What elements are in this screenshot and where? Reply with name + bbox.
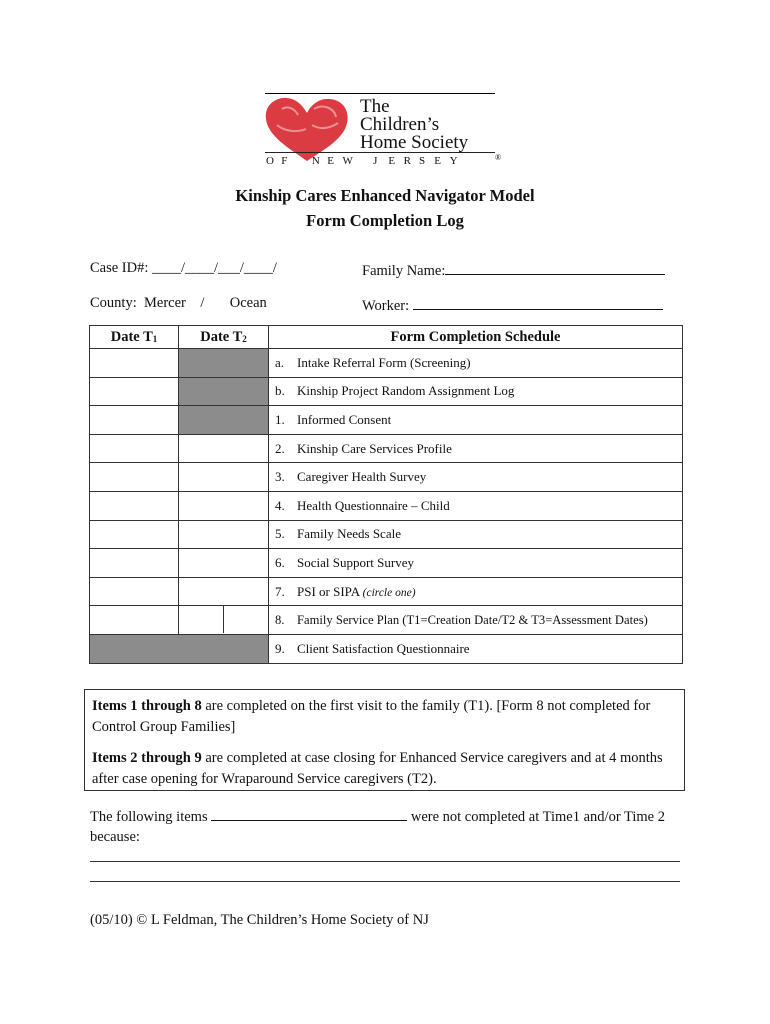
table-row <box>90 463 683 492</box>
col-date-t1: Date $T_1$ <box>90 326 179 349</box>
schedule-item: 7. PSI or SIPA (circle one) <box>269 577 683 606</box>
reason-line-2[interactable] <box>90 881 680 882</box>
date-t2-cell[interactable] <box>179 491 269 520</box>
table-row <box>90 349 683 378</box>
schedule-item: 8. Family Service Plan (T1=Creation Date/T2 & T3=Assessment Dates) <box>269 606 683 635</box>
table-row <box>90 520 683 549</box>
date-t1-cell[interactable] <box>90 434 179 463</box>
logo-top-rule <box>265 93 495 94</box>
date-t2-cell-disabled <box>179 377 269 406</box>
table-row <box>90 549 683 578</box>
date-t1-cell[interactable] <box>90 377 179 406</box>
table-row <box>90 606 683 635</box>
circle-one-note: (circle one) <box>362 586 416 599</box>
logo-line-3: Home Society <box>360 132 469 153</box>
date-t2-cell[interactable] <box>179 434 269 463</box>
date-t1-cell[interactable] <box>90 520 179 549</box>
table-header-row <box>90 326 683 349</box>
schedule-item: 9. Client Satisfaction Questionnaire <box>269 634 683 663</box>
col-schedule: Form Completion Schedule <box>269 326 683 349</box>
page-subtitle: Form Completion Log <box>306 211 464 230</box>
reason-line-1[interactable] <box>90 861 680 862</box>
schedule-item: 6. Social Support Survey <box>269 549 683 578</box>
date-t1-cell[interactable] <box>90 577 179 606</box>
date-t1-cell[interactable] <box>90 349 179 378</box>
date-cells-disabled <box>90 634 269 663</box>
schedule-item: a. Intake Referral Form (Screening) <box>269 349 683 378</box>
logo-mid-rule <box>265 152 495 153</box>
instruction-2: Items 2 through 9 are completed at case closing for Enhanced Service caregivers and at 4 months after case opening for Wraparound Service caregivers (T2). <box>92 750 663 787</box>
date-t2-cell-disabled <box>179 406 269 435</box>
page-title: Kinship Cares Enhanced Navigator Model <box>235 186 535 205</box>
county-field[interactable]: County: Mercer / Ocean <box>90 295 267 311</box>
schedule-item: 4. Health Questionnaire – Child <box>269 491 683 520</box>
logo-wordmark <box>360 98 468 152</box>
table-row <box>90 406 683 435</box>
schedule-item: b. Kinship Project Random Assignment Log <box>269 377 683 406</box>
date-t1-cell[interactable] <box>90 406 179 435</box>
date-t2-cell[interactable] <box>179 549 269 578</box>
date-t1-cell[interactable] <box>90 549 179 578</box>
registered-mark: ® <box>495 153 502 162</box>
table-row <box>90 491 683 520</box>
col-date-t2: Date $T_2$ <box>179 326 269 349</box>
table-row <box>90 434 683 463</box>
schedule-item: 3. Caregiver Health Survey <box>269 463 683 492</box>
schedule-item: 2. Kinship Care Services Profile <box>269 434 683 463</box>
date-t1-cell[interactable] <box>90 491 179 520</box>
table-row <box>90 634 683 663</box>
incomplete-items-statement[interactable]: The following items were not completed at Time1 and/or Time 2 because: <box>90 806 690 847</box>
date-t2-split-cell[interactable] <box>179 606 269 635</box>
date-t2-cell[interactable] <box>179 520 269 549</box>
date-t2-cell[interactable] <box>179 577 269 606</box>
schedule-item: 5. Family Needs Scale <box>269 520 683 549</box>
table-row <box>90 577 683 606</box>
logo-line-2: Children’s <box>360 114 440 135</box>
instructions-box <box>84 689 685 791</box>
date-t1-cell[interactable] <box>90 606 179 635</box>
case-id-field[interactable]: Case ID#: ____/____/___/____/ <box>90 260 277 276</box>
logo-line-1: The <box>360 96 390 117</box>
instruction-1: Items 1 through 8 are completed on the first visit to the family (T1). [Form 8 not completed for Control Group Families] <box>92 698 651 735</box>
schedule-item: 1. Informed Consent <box>269 406 683 435</box>
family-name-field[interactable]: Family Name: <box>362 260 665 280</box>
table-row <box>90 377 683 406</box>
form-schedule-table <box>89 325 683 664</box>
footer-copyright: (05/10) © L Feldman, The Children’s Home Society of NJ <box>90 912 429 928</box>
date-t2-cell[interactable] <box>179 463 269 492</box>
date-t1-cell[interactable] <box>90 463 179 492</box>
logo-subtitle: O F N E W J E R S E Y <box>266 155 458 167</box>
worker-field[interactable]: Worker: <box>362 295 663 315</box>
date-t2-cell-disabled <box>179 349 269 378</box>
